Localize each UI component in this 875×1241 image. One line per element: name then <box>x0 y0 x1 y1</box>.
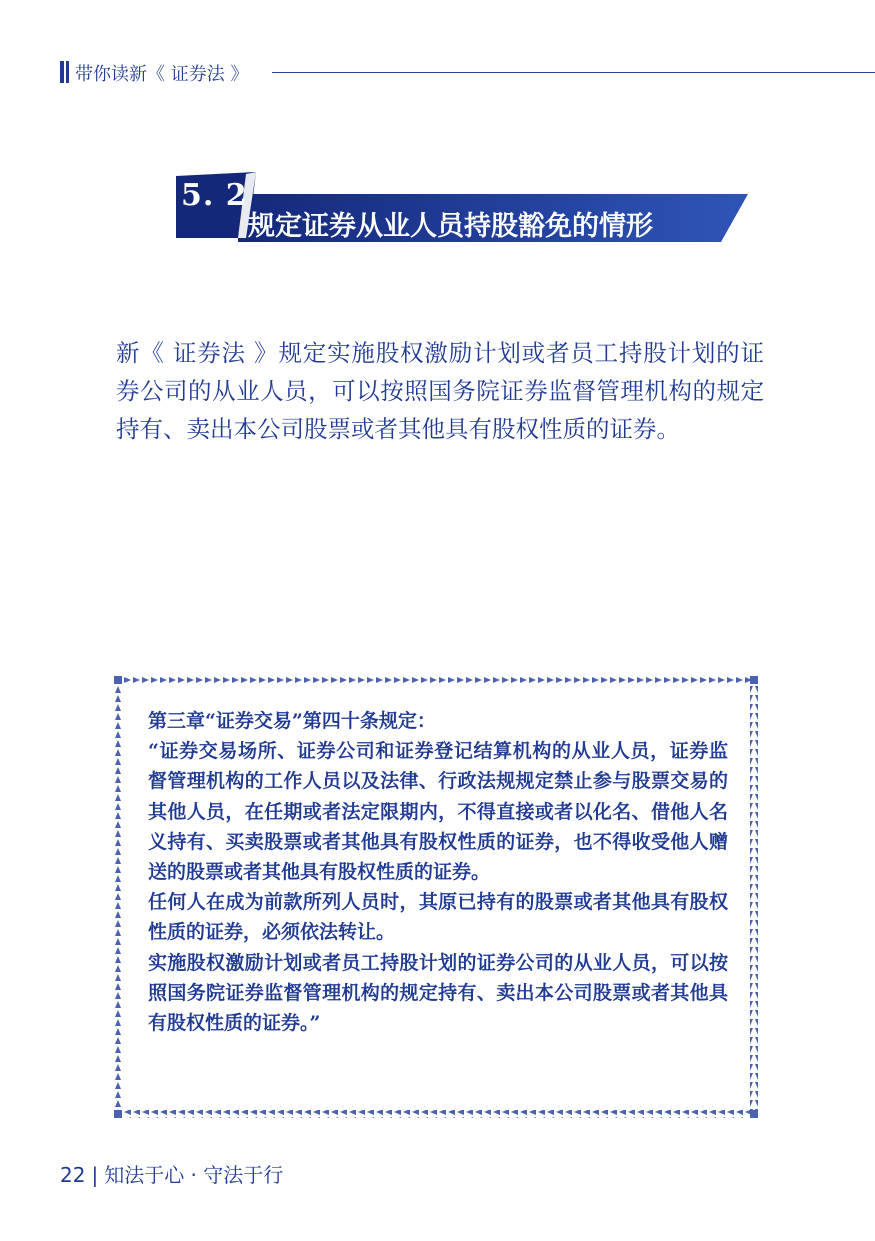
quote-paragraph: 第三章“证券交易”第四十条规定： <box>148 710 436 732</box>
quote-paragraph: “证券交易场所、证券公司和证券登记结算机构的从业人员，证券监督管理机构的工作人员以及法律、行政法规规定禁止参与股票交易的其他人员，在任期或者法定限期内，不得直接或者以化名、借他人名义持有、买卖股票或者其他具有股权性质的证券，也不得收受他人赠送的股票或者其他具有股权性质的证券。 <box>148 740 728 884</box>
header-title: 带你读新《 证券法 》 <box>75 64 249 85</box>
header-accent-bar-thin <box>66 61 69 83</box>
footer-slogan: 知法于心 · 守法于行 <box>104 1163 284 1187</box>
running-header <box>60 58 875 86</box>
quote-box <box>114 676 758 1118</box>
quote-text <box>148 706 728 1038</box>
header-accent-bar <box>60 61 64 83</box>
footer-separator: | <box>91 1163 99 1187</box>
section-title: 规定证券从业人员持股豁免的情形 <box>248 211 653 242</box>
header-rule <box>272 72 875 73</box>
quote-paragraph: 任何人在成为前款所列人员时，其原已持有的股票或者其他具有股权性质的证券，必须依法转让。 <box>148 891 728 944</box>
section-number: 5. 2 <box>181 178 248 213</box>
section-banner <box>176 172 756 244</box>
page-number: 22 <box>60 1163 86 1187</box>
intro-paragraph: 新《 证券法 》规定实施股权激励计划或者员工持股计划的证券公司的从业人员，可以按照国务院证券监督管理机构的规定持有、卖出本公司股票或者其他具有股权性质的证券。 <box>116 339 764 443</box>
quote-paragraph: 实施股权激励计划或者员工持股计划的证券公司的从业人员，可以按照国务院证券监督管理机构的规定持有、卖出本公司股票或者其他具有股权性质的证券。” <box>148 951 728 1035</box>
page-footer <box>60 1159 283 1188</box>
